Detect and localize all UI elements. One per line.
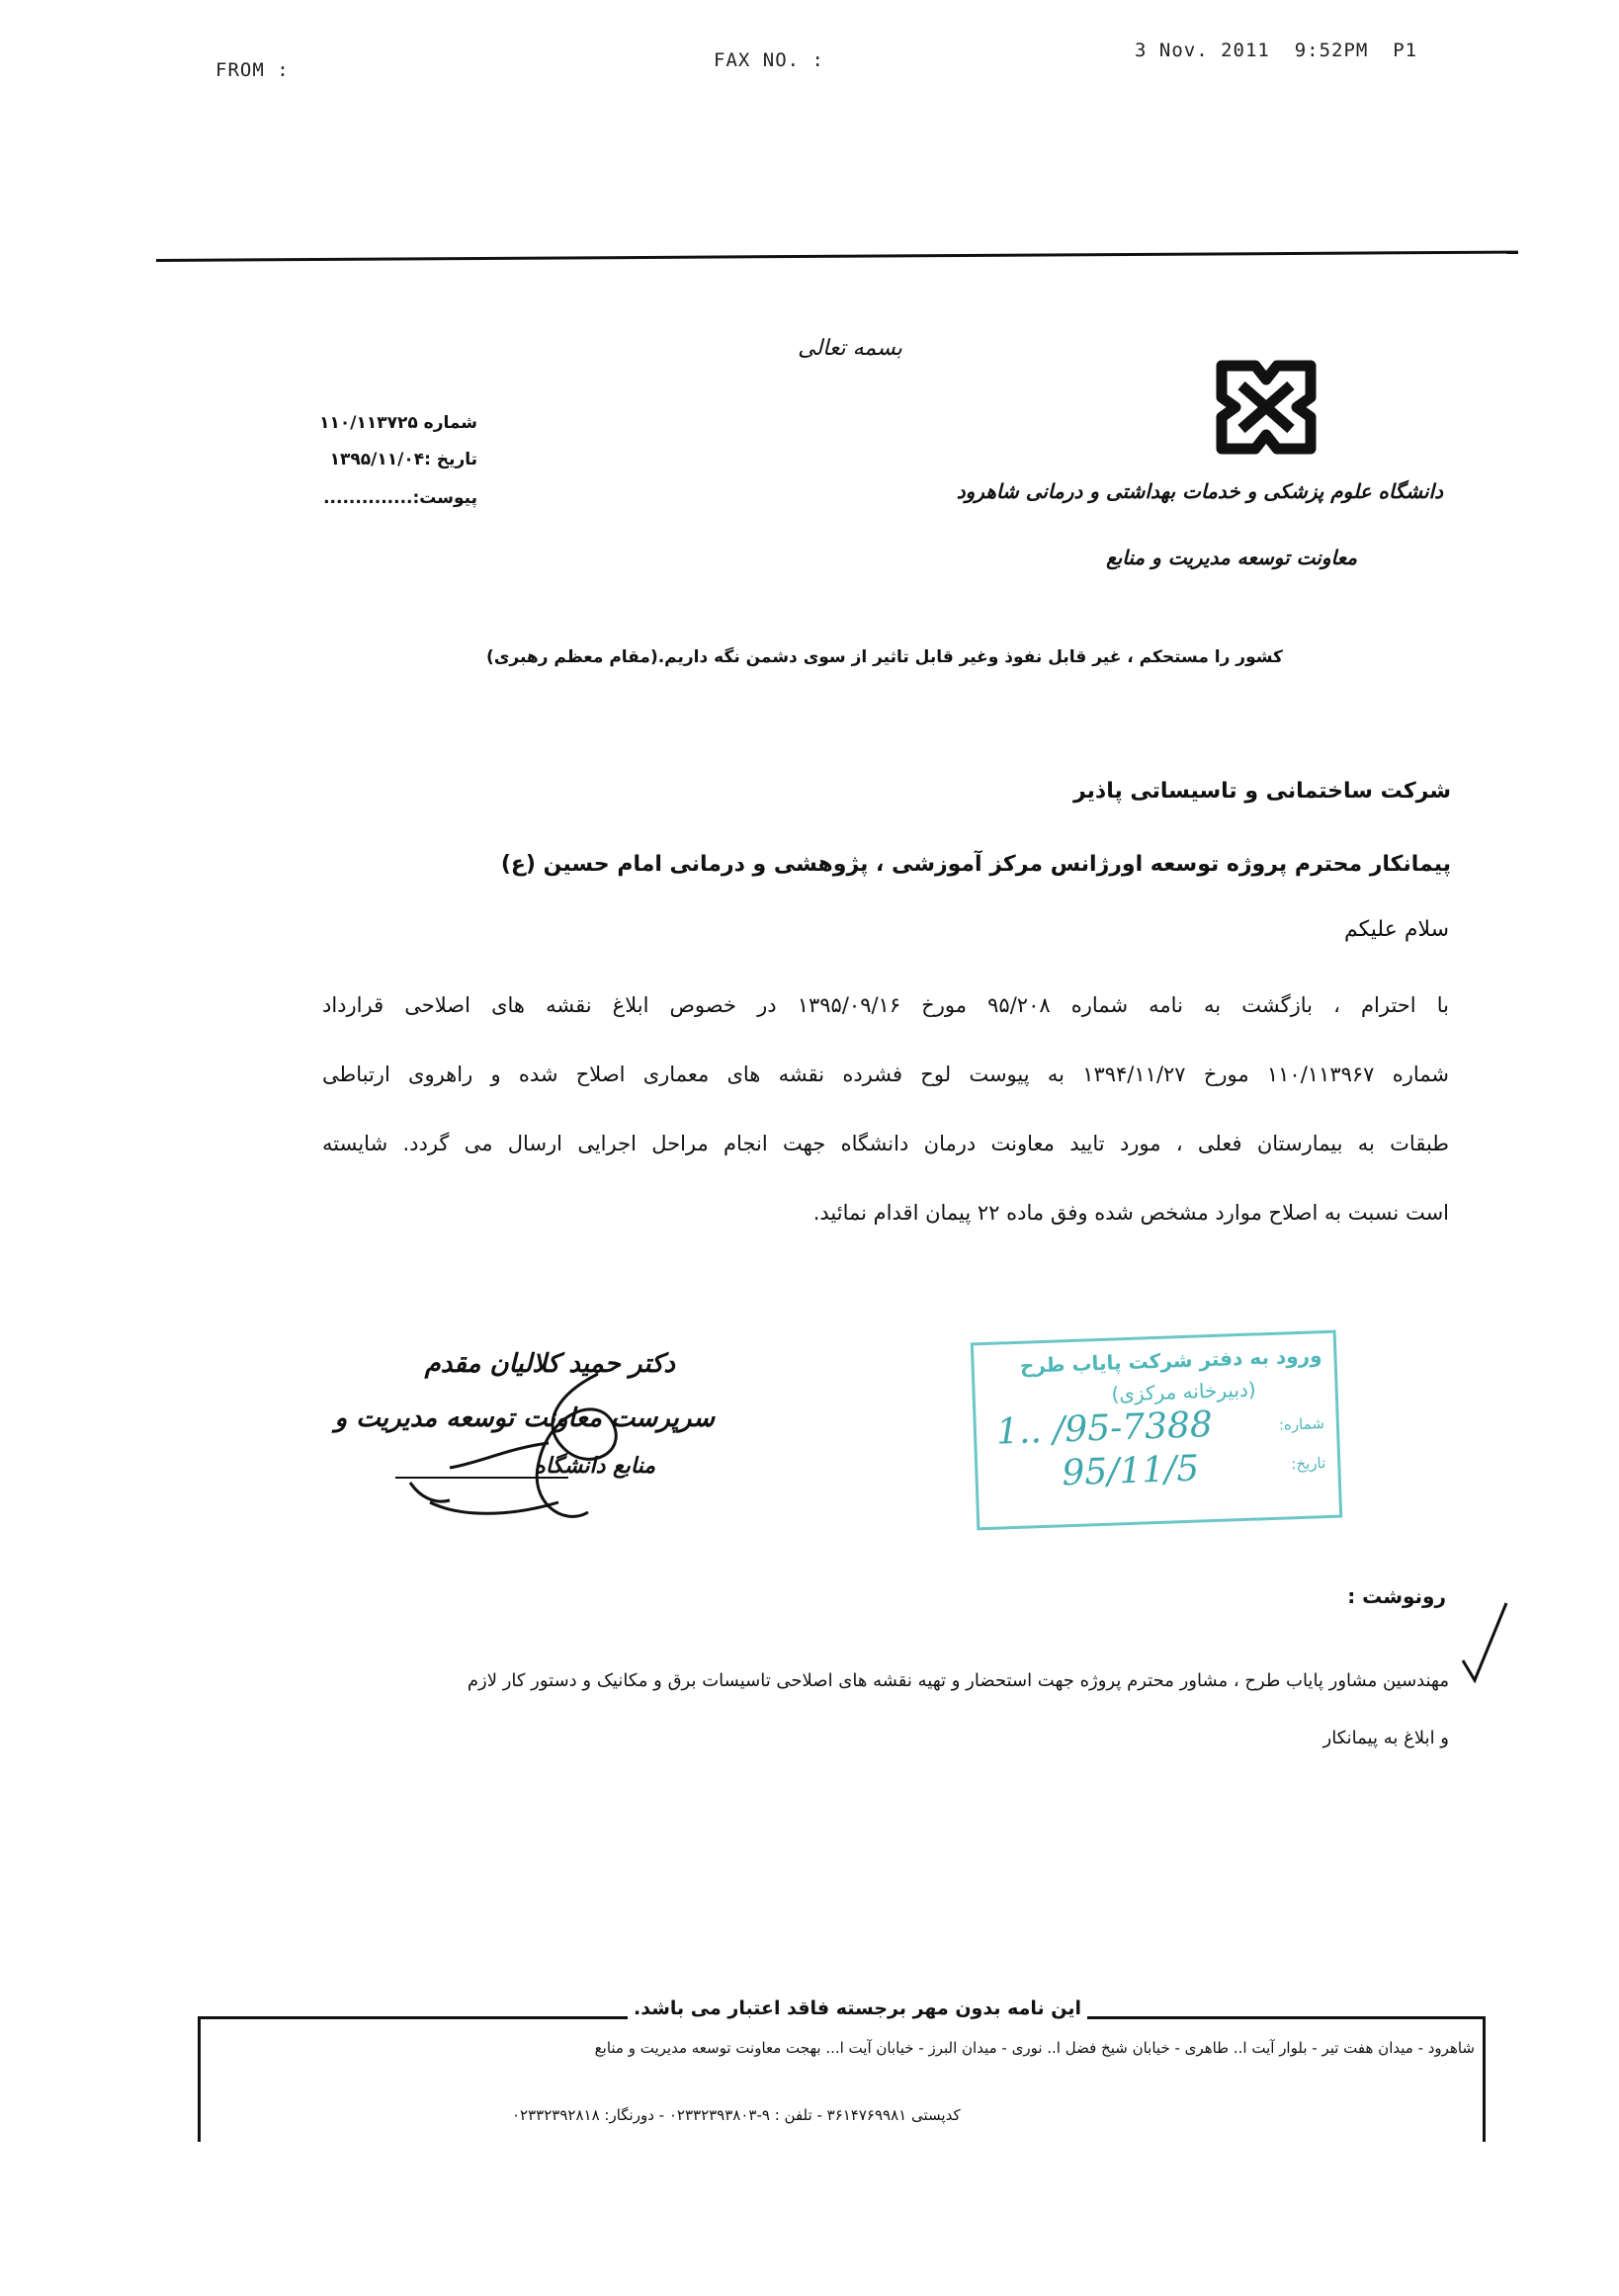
- footer-address: شاهرود - میدان هفت تیر - بلوار آیت ا.. طاهری - خیابان شیخ فضل ا.. نوری - میدان البرز - خیابان آیت ا... بهجت معاونت توسعه مدیریت و منابع: [594, 2039, 1475, 2057]
- stamp-number-handwritten: 1.. /95-7388: [995, 1404, 1214, 1453]
- letter-attachment: پیوست:..............: [323, 488, 477, 508]
- salutation: سلام علیکم: [1343, 917, 1449, 942]
- letter-date: تاریخ :۱۳۹۵/۱۱/۰۴: [329, 450, 477, 469]
- cc-line-1: مهندسین مشاور پایاب طرح ، مشاور محترم پروژه جهت استحضار و تهیه نقشه های اصلاحی تاسیسات برق و مکانیک و دستور کار لازم: [467, 1670, 1449, 1691]
- header-divider: [156, 251, 1518, 262]
- footer-contact: کدپستی ۳۶۱۴۷۶۹۹۸۱ - تلفن : ۹-۰۲۳۳۲۳۹۳۸۰۳ - دورنگار: ۰۲۳۳۲۳۹۲۸۱۸: [512, 2106, 961, 2124]
- footer-box: [198, 1998, 1486, 2142]
- slogan-quote: کشور را مستحکم ، غیر قابل نفوذ وغیر قابل تاثیر از سوی دشمن نگه داریم.(مقام معظم رهبری): [486, 647, 1283, 667]
- checkmark-icon: [1461, 1599, 1510, 1688]
- signer-name: دکتر حمید کلالیان مقدم: [424, 1349, 675, 1379]
- body-line-4: است نسبت به اصلاح موارد مشخص شده وفق ماده ۲۲ پیمان اقدام نمائید.: [812, 1201, 1449, 1225]
- cc-label: رونوشت :: [1347, 1584, 1446, 1608]
- fax-datetime: 3 Nov. 2011 9:52PM P1: [1135, 40, 1418, 61]
- reception-stamp: [971, 1330, 1342, 1531]
- stamp-date-handwritten: 95/11/5: [1061, 1448, 1200, 1494]
- deputy-name: معاونت توسعه مدیریت و منابع: [1106, 546, 1357, 569]
- footer-validity-note: این نامه بدون مهر برجسته فاقد اعتبار می باشد.: [628, 1998, 1087, 2019]
- university-logo: [1208, 358, 1324, 457]
- recipient-company: شرکت ساختمانی و تاسیساتی پاذیر: [1072, 779, 1451, 804]
- fax-from: FROM :: [215, 59, 290, 81]
- stamp-date-label: تاریخ:: [1291, 1454, 1326, 1474]
- stamp-line-1: ورود به دفتر شرکت پایاب طرح: [1019, 1343, 1322, 1378]
- letter-number: شماره ۱۱۰/۱۱۳۷۲۵: [319, 413, 477, 433]
- stamp-line-2: (دبیرخانه مرکزی): [1111, 1377, 1257, 1406]
- recipient-title: پیمانکار محترم پروژه توسعه اورژانس مرکز آموزشی ، پژوهشی و درمانی امام حسین (ع): [500, 852, 1451, 877]
- fax-number: FAX NO. :: [714, 49, 824, 71]
- body-line-1: با احترام ، بازگشت به نامه شماره ۹۵/۲۰۸ مورخ ۱۳۹۵/۰۹/۱۶ در خصوص ابلاغ نقشه های اصلاحی قرارداد: [322, 993, 1449, 1017]
- bismillah: بسمه تعالی: [798, 336, 902, 361]
- body-line-2: شماره ۱۱۰/۱۱۳۹۶۷ مورخ ۱۳۹۴/۱۱/۲۷ به پیوست لوح فشرده نقشه های معماری اصلاح شده و راهروی ارتباطی: [322, 1063, 1449, 1086]
- cc-line-2: و ابلاغ به پیمانکار: [1322, 1728, 1449, 1748]
- signer-title-1: سرپرست معاونت توسعه مدیریت و: [334, 1403, 715, 1433]
- signer-title-2: منابع دانشگاه: [534, 1453, 655, 1479]
- body-line-3: طبقات به بیمارستان فعلی ، مورد تایید معاونت درمان دانشگاه جهت انجام مراحل اجرایی ارسال می گردد. شایسته: [322, 1132, 1449, 1155]
- university-name: دانشگاه علوم پزشکی و خدمات بهداشتی و درمانی شاهرود: [956, 479, 1443, 503]
- handwritten-signature: [390, 1354, 687, 1542]
- stamp-number-label: شماره:: [1278, 1414, 1325, 1434]
